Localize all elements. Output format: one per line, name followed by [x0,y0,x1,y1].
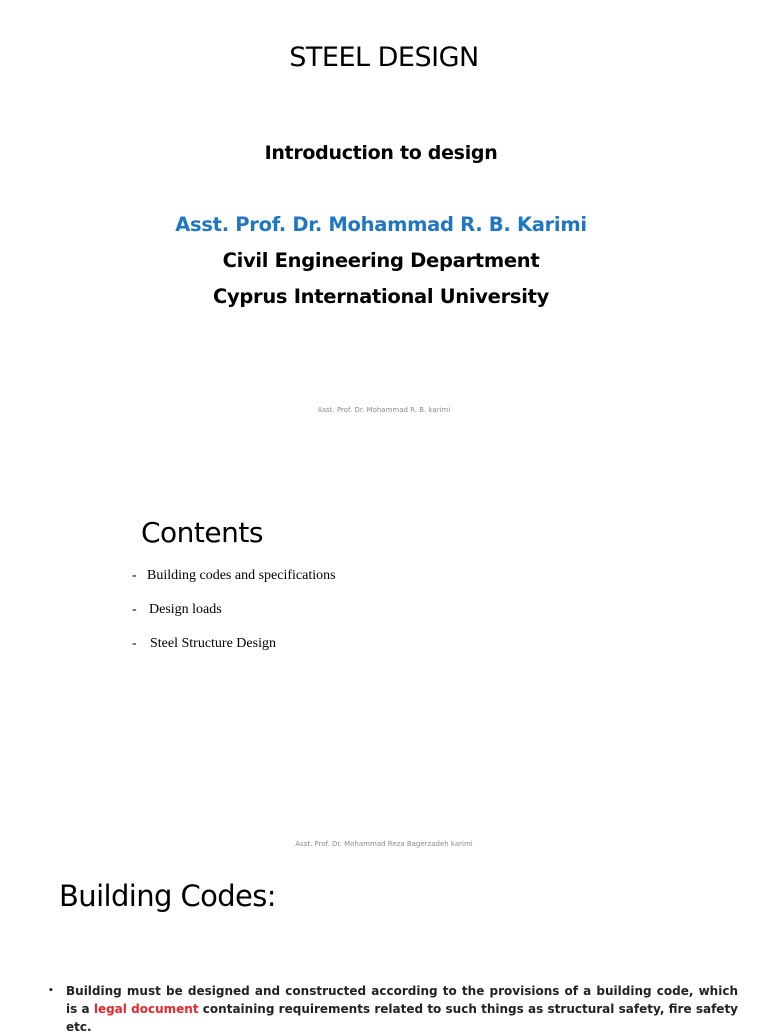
list-item [132,634,336,668]
bullet-paragraph [48,982,738,1036]
dash-marker: - [132,636,137,651]
list-item [132,600,336,634]
section-heading: Building Codes: [59,879,276,913]
paragraph-text [66,982,738,1036]
paragraph-text-end: containing requirements related to such things as structural safety, fire safety etc. [66,1002,738,1034]
highlighted-term: legal document [93,1002,199,1016]
title-slide [0,0,768,432]
list-item-label: Design loads [149,602,222,617]
list-item-label: Building codes and specifications [147,568,336,583]
list-item-label: Steel Structure Design [150,636,276,651]
slide-footer: Asst. Prof. Dr. Mohammad R. B. karimi [317,406,451,414]
contents-slide [0,432,768,864]
paragraph-text-start: Building must be designed and constructed according to the provisions of a building code, which is a [66,984,738,1016]
slide-footer: Asst. Prof. Dr. Mohammad Reza Bagerzadeh karimi [295,840,473,848]
contents-heading: Contents [141,516,263,549]
list-item [132,566,336,600]
department-name: Civil Engineering Department [222,249,540,272]
dash-marker: - [132,568,137,583]
dash-marker: - [132,602,137,617]
page-title: STEEL DESIGN [289,42,479,73]
subtitle: Introduction to design [264,142,498,164]
contents-list [132,566,336,668]
university-name: Cyprus International University [212,285,550,308]
bullet-marker: • [48,986,54,996]
author-name: Asst. Prof. Dr. Mohammad R. B. Karimi [175,213,587,236]
building-codes-slide [0,864,768,1034]
